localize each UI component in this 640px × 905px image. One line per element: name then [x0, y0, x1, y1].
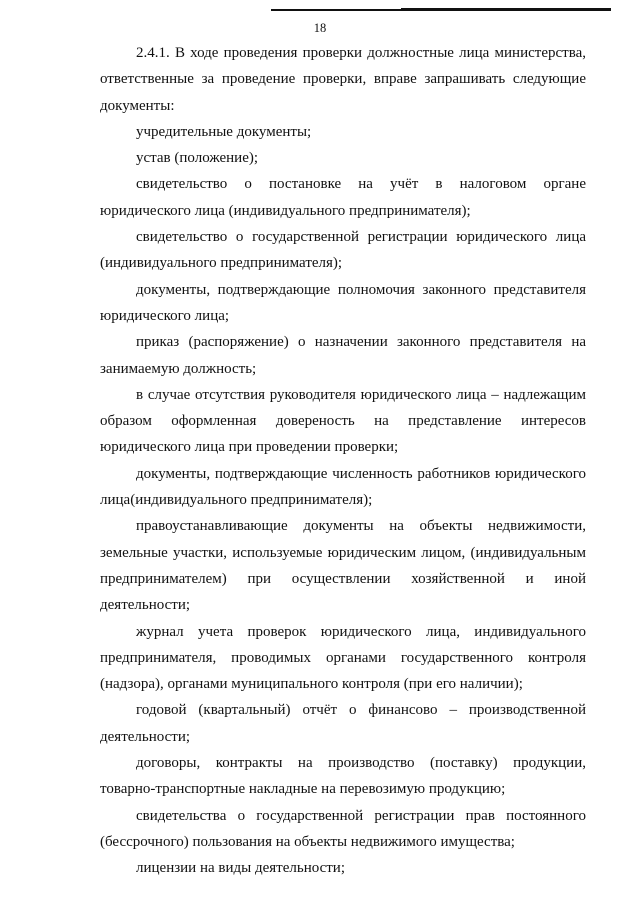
- list-item: правоустанавливающие документы на объекты недвижимости, земельные участки, используемые юридическим лицом, (индивидуальным предпринимателем) при осуществлении хозяйственной и иной деятельности;: [100, 518, 586, 614]
- list-item: в случае отсутствия руководителя юридического лица – надлежащим образом оформленная довереность на представление интересов юридического лица при проведении проверки;: [100, 386, 586, 456]
- list-item: свидетельства о государственной регистрации прав постоянного (бессрочного) пользования на объекты недвижимого имущества;: [100, 807, 586, 850]
- list-item: свидетельство о постановке на учёт в налоговом органе юридического лица (индивидуального предпринимателя);: [100, 176, 586, 219]
- list-item: договоры, контракты на производство (поставку) продукции, товарно-транспортные накладные на перевозимую продукцию;: [100, 755, 586, 798]
- document-body: [100, 40, 586, 882]
- page-number: 18: [313, 21, 327, 35]
- list-item: приказ (распоряжение) о назначении законного представителя на занимаемую должность;: [100, 334, 586, 377]
- list-item: годовой (квартальный) отчёт о финансово – производственной деятельности;: [100, 702, 586, 745]
- list-item: журнал учета проверок юридического лица, индивидуального предпринимателя, проводимых органами государственного контроля (надзора), органами муниципального контроля (при его наличии);: [100, 623, 586, 693]
- list-item: документы, подтверждающие полномочия законного представителя юридического лица;: [100, 281, 586, 324]
- list-item: лицензии на виды деятельности;: [136, 860, 345, 877]
- list-item: устав (положение);: [136, 150, 259, 167]
- list-item: свидетельство о государственной регистрации юридического лица (индивидуального предпринимателя);: [100, 229, 586, 272]
- paragraph-intro: 2.4.1. В ходе проведения проверки должностные лица министерства, ответственные за проведение проверки, вправе запрашивать следующие документы:: [100, 45, 586, 114]
- list-item: учредительные документы;: [136, 123, 312, 140]
- list-item: документы, подтверждающие численность работников юридического лица(индивидуального предпринимателя);: [100, 465, 586, 509]
- header-rule: [271, 9, 611, 11]
